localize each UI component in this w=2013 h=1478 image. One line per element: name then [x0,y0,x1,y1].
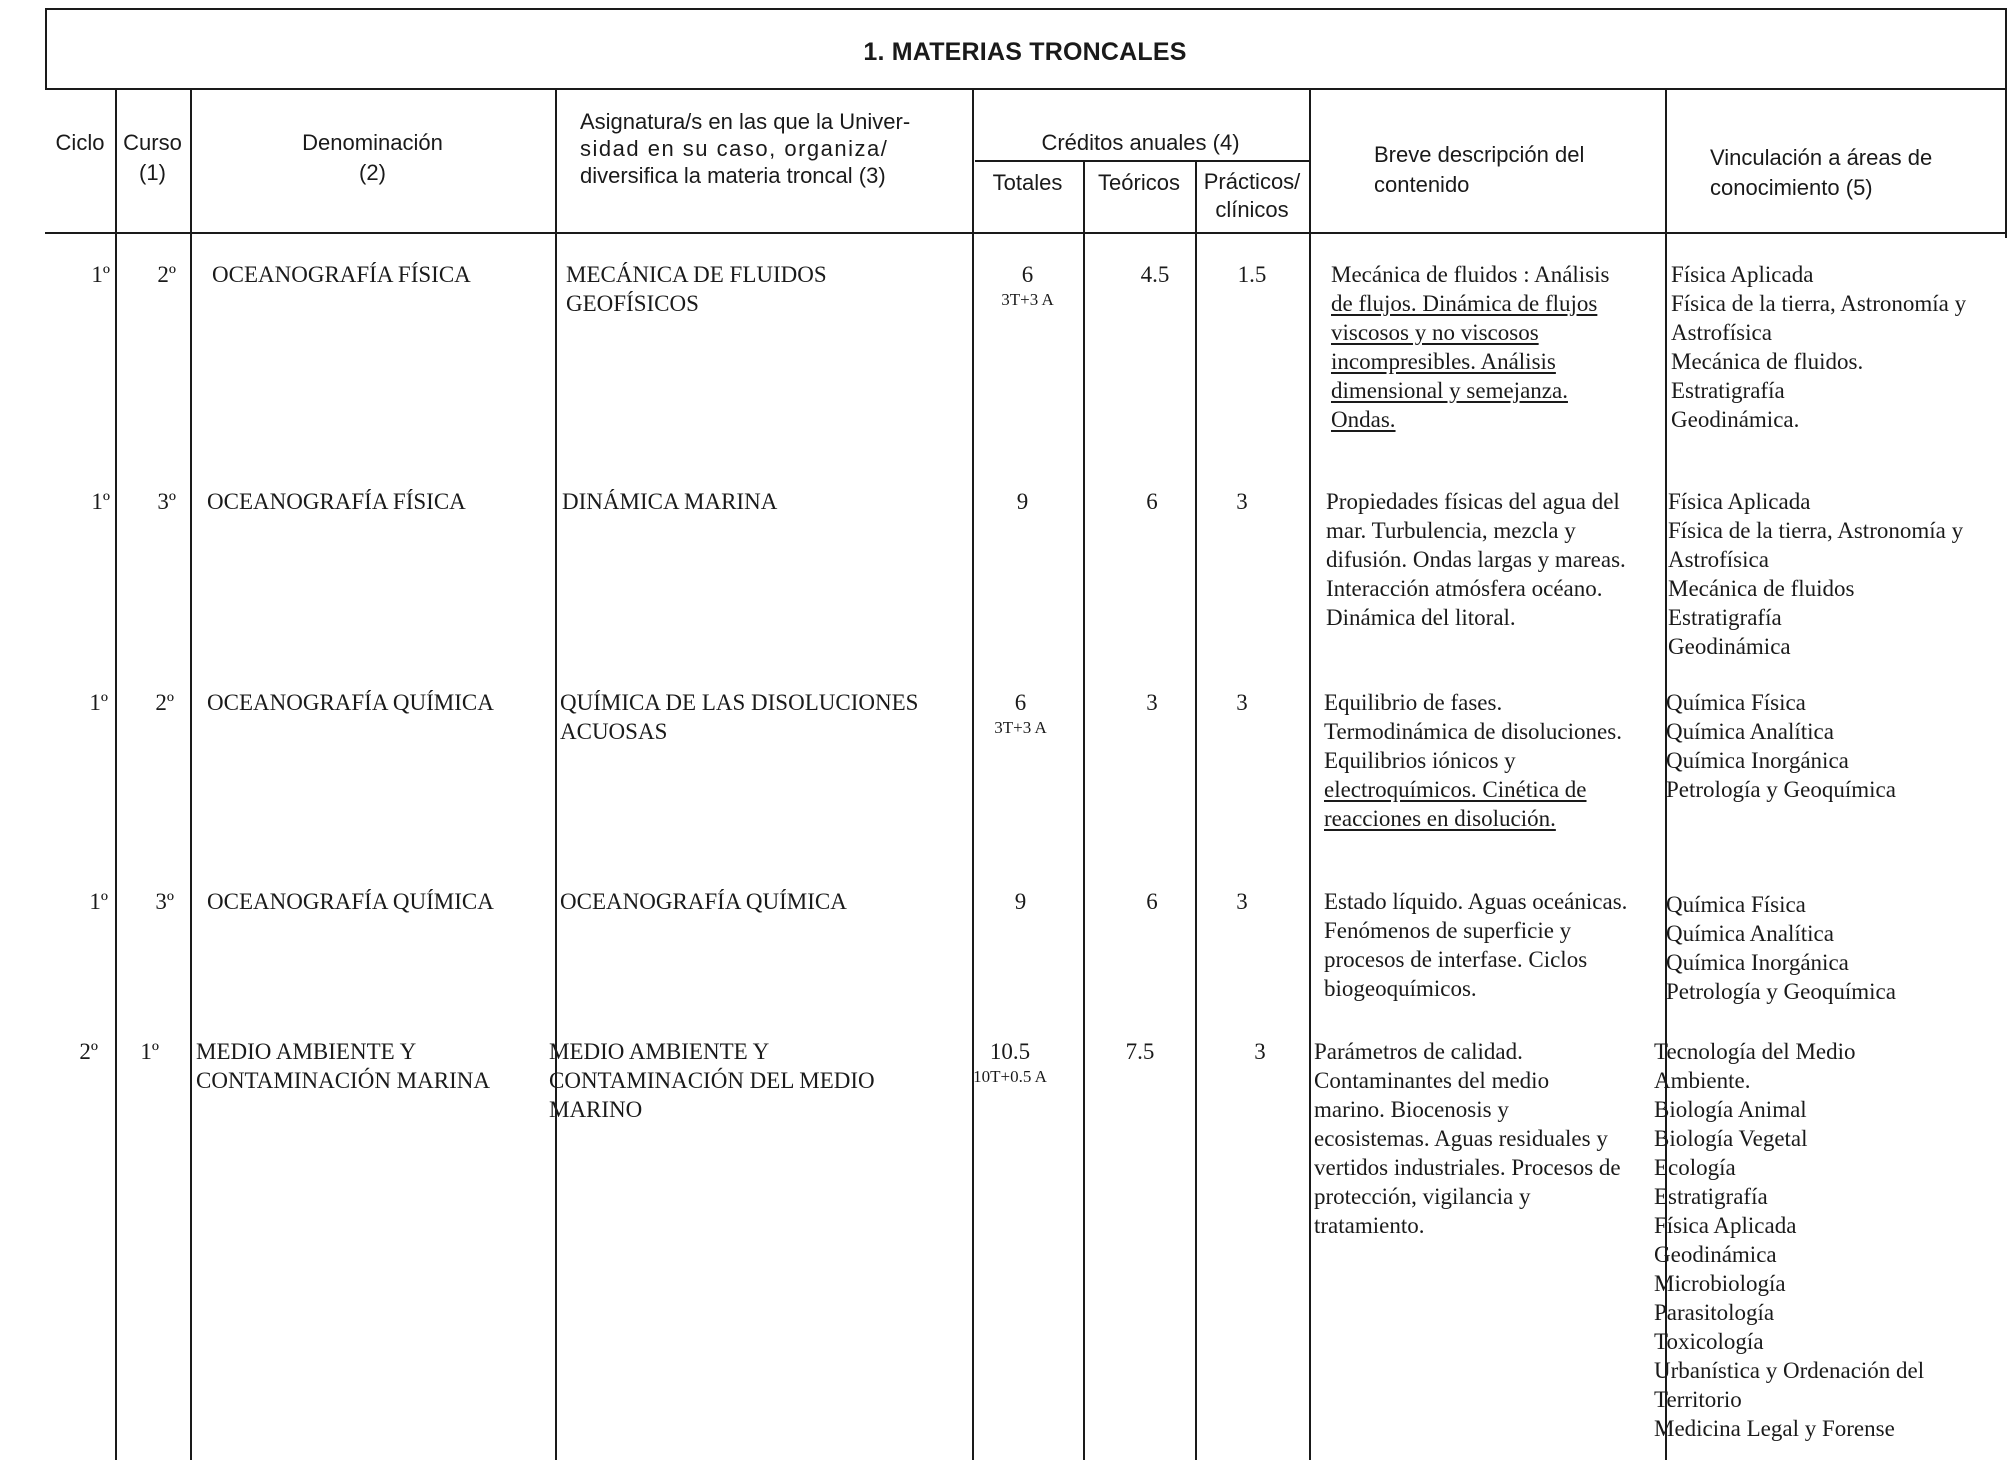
cell-denominacion: OCEANOGRAFÍA FÍSICA [212,262,471,287]
cell-areas: Química Física Química Analítica Química Inorgánica Petrología y Geoquímica [1666,690,1896,802]
header-creditos: Créditos anuales (4) [1041,130,1240,155]
cell-curso: 3º [157,489,176,514]
cell-ciclo: 2º [79,1039,98,1064]
header-totales: Totales [992,170,1063,195]
cell-asignatura: MEDIO AMBIENTE Y CONTAMINACIÓN DEL MEDIO MARINO [549,1039,875,1122]
cell-teoricos: 3 [1146,690,1158,715]
cell-teoricos: 6 [1146,489,1158,514]
header-ciclo: Ciclo [55,130,105,155]
header-curso: Curso (1) [123,130,182,185]
cell-denominacion: OCEANOGRAFÍA QUÍMICA [207,889,494,914]
cell-asignatura: QUÍMICA DE LAS DISOLUCIONES ACUOSAS [560,690,919,744]
cell-practicos: 3 [1254,1039,1266,1064]
table-title: 1. MATERIAS TRONCALES [863,38,1187,66]
header-denominacion: Denominación (2) [302,130,443,185]
cell-teoricos: 6 [1146,889,1158,914]
cell-teoricos: 7.5 [1125,1039,1155,1064]
cell-totales: 9 [1014,889,1027,914]
cell-totales: 6 3T+3 A [994,690,1047,737]
cell-practicos: 3 [1236,690,1248,715]
cell-curso: 3º [155,889,174,914]
cell-areas: Química Física Química Analítica Química Inorgánica Petrología y Geoquímica [1666,892,1896,1004]
cell-totales: 10.5 10T+0.5 A [973,1039,1047,1086]
cell-denominacion: OCEANOGRAFÍA QUÍMICA [207,690,494,715]
cell-practicos: 3 [1236,889,1248,914]
cell-areas: Tecnología del Medio Ambiente. Biología Animal Biología Vegetal Ecología Estratigrafía Física Aplicada Geodinámica Microbiología Parasitología Toxicología Urbanística y Ordenación del Territorio Medicina Legal y Forense [1654,1039,1925,1441]
cell-areas: Física Aplicada Física de la tierra, Astronomía y Astrofísica Mecánica de fluidos. Estratigrafía Geodinámica. [1671,262,1967,432]
cell-ciclo: 1º [91,489,110,514]
cell-descripcion: Equilibrio de fases. Termodinámica de disoluciones. Equilibrios iónicos y electroquímicos. Cinética de reacciones en disolución. [1324,690,1622,831]
cell-totales: 6 3T+3 A [1001,262,1054,309]
cell-asignatura: MECÁNICA DE FLUIDOS GEOFÍSICOS [566,262,827,316]
header-practicos: Prácticos/ clínicos [1203,169,1301,222]
cell-practicos: 1.5 [1237,262,1267,287]
cell-totales: 9 [1016,489,1029,514]
header-asignatura: Asignatura/s en las que la Univer- sidad en su caso, organiza/ diversifica la materia troncal (3) [580,109,911,188]
cell-teoricos: 4.5 [1140,262,1170,287]
cell-descripcion: Estado líquido. Aguas oceánicas. Fenómenos de superficie y procesos de interfase. Ciclos biogeoquímicos. [1324,889,1628,1001]
cell-ciclo: 1º [91,262,110,287]
cell-curso: 2º [155,690,174,715]
cell-descripcion: Mecánica de fluidos : Análisis de flujos. Dinámica de flujos viscosos y no viscosos incompresibles. Análisis dimensional y semejanza. Ondas. [1331,262,1610,432]
cell-ciclo: 1º [89,690,108,715]
cell-descripcion: Parámetros de calidad. Contaminantes del medio marino. Biocenosis y ecosistemas. Aguas residuales y vertidos industriales. Procesos de protección, vigilancia y tratamiento. [1314,1039,1621,1238]
cell-descripcion: Propiedades físicas del agua del mar. Turbulencia, mezcla y difusión. Ondas largas y mareas. Interacción atmósfera océano. Dinámica del litoral. [1326,489,1626,630]
cell-asignatura: OCEANOGRAFÍA QUÍMICA [560,889,847,914]
cell-asignatura: DINÁMICA MARINA [562,489,778,514]
cell-areas: Física Aplicada Física de la tierra, Astronomía y Astrofísica Mecánica de fluidos Estratigrafía Geodinámica [1668,489,1964,659]
header-teoricos: Teóricos [1098,170,1180,195]
cell-denominacion: MEDIO AMBIENTE Y CONTAMINACIÓN MARINA [196,1039,490,1093]
cell-curso: 1º [140,1039,159,1064]
cell-practicos: 3 [1236,489,1248,514]
header-descripcion: Breve descripción del contenido [1374,142,1585,197]
cell-curso: 2º [157,262,176,287]
cell-ciclo: 1º [89,889,108,914]
header-vinculacion: Vinculación a áreas de conocimiento (5) [1710,145,1933,200]
cell-denominacion: OCEANOGRAFÍA FÍSICA [207,489,466,514]
